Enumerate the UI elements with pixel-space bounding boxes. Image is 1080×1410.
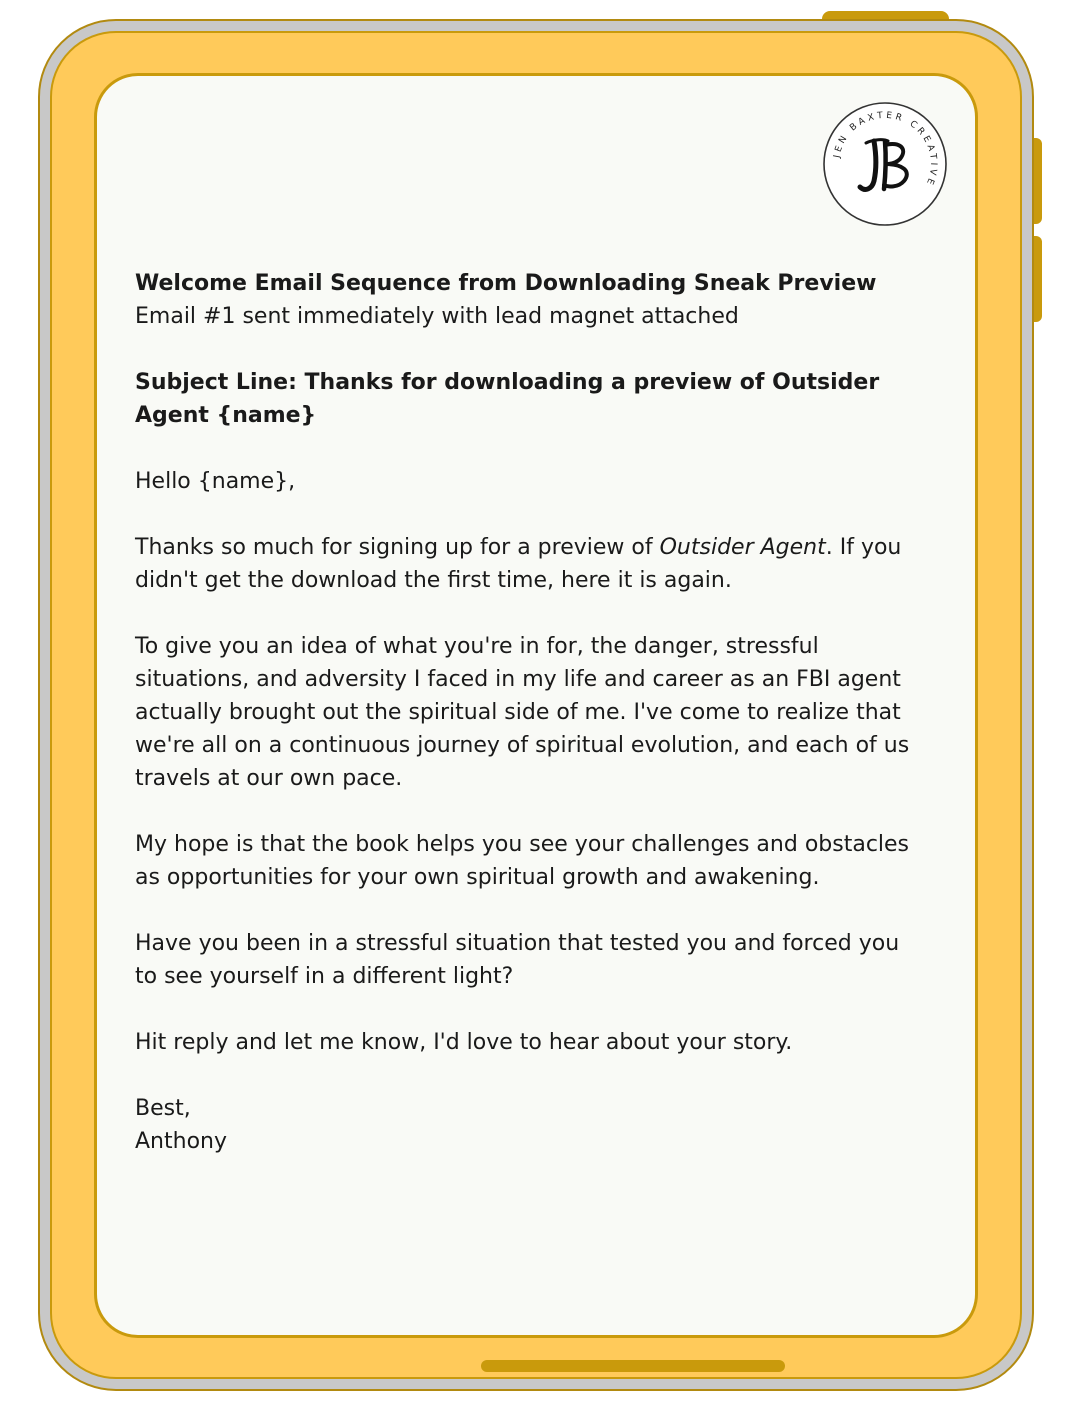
book-title: Outsider Agent: [659, 535, 826, 560]
doc-title: Welcome Email Sequence from Downloading Sneak Preview: [135, 271, 877, 296]
doc-subtitle: Email #1 sent immediately with lead magnet attached: [135, 304, 739, 329]
subject-line: Subject Line: Thanks for downloading a preview of Outsider Agent {name}: [135, 370, 880, 428]
paragraph-5: Hit reply and let me know, I'd love to hear about your story.: [135, 1030, 793, 1055]
svg-text:JEN BAXTER CREATIVE: JEN BAXTER CREATIVE: [832, 110, 939, 189]
home-indicator: [481, 1360, 785, 1372]
brand-logo-icon: [822, 101, 948, 227]
paragraph-2: To give you an idea of what you're in for, the danger, stressful situations, and adversity I faced in my life and career as an FBI agent actually brought out the spiritual side of me. I've come to realize that we're all on a continuous journey of spiritual evolution, and each of us travels at our own pace.: [135, 634, 910, 791]
email-document: [135, 267, 925, 1158]
paragraph-3: My hope is that the book helps you see your challenges and obstacles as opportunities for your own spiritual growth and awakening.: [135, 832, 910, 890]
brand-logo: [822, 101, 948, 227]
paragraph-1-start: Thanks so much for signing up for a preview of: [135, 535, 660, 560]
signature: Anthony: [135, 1129, 227, 1154]
paragraph-4: Have you been in a stressful situation that tested you and forced you to see yourself in a different light?: [135, 931, 900, 989]
paragraph-1: [135, 531, 925, 597]
greeting: Hello {name},: [135, 469, 296, 494]
paragraph-1-end: . If you didn't get the download the first time, here it is again.: [135, 535, 902, 593]
signoff: Best,: [135, 1096, 191, 1121]
